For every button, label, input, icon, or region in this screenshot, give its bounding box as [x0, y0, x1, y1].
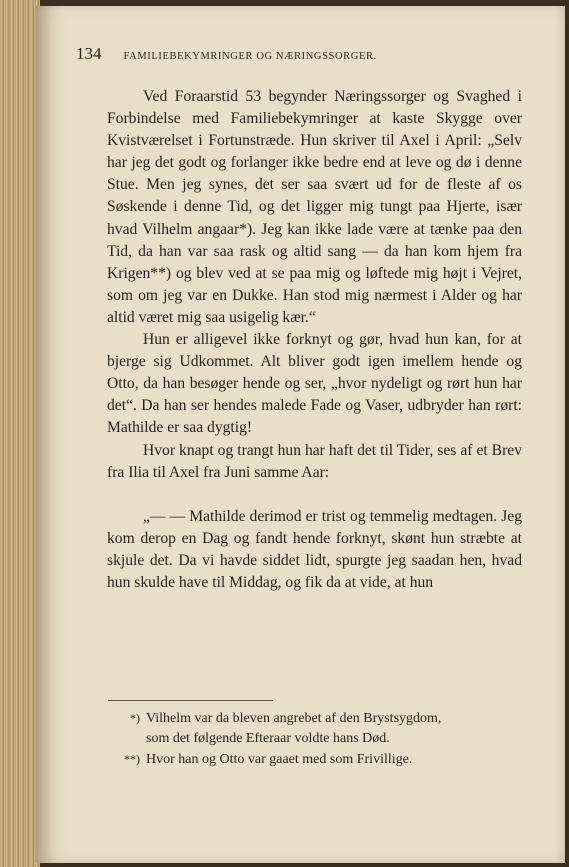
paragraph: Ved Foraarstid 53 begynder Næringssorger og Svaghed i Forbindelse med Familiebekymringer at kaste Skygge over Kvistværelset i Fortunstræde. Hun skriver til Axel i April: „Selv har jeg det godt og forlanger ikke bedre end at leve og dø i denne Stue. Men jeg synes, det ser saa svært ud for de fleste af os Søskende i denne Tid, og det ligger mig tungt paa Hjerte, især hvad Vilhelm angaar*). Jeg kan ikke lade være at tænke paa den Tid, da han var saa rask og altid sang — da han kom hjem fra Krigen**) og blev ved at se paa mig og løftede mig højt i Vejret, som om jeg var en Dukke. Han stod mig nærmest i Alder og har altid været mig saa usigelig kær.“ [107, 88, 522, 326]
footnote-rule [108, 700, 273, 701]
footnote-text: Vilhelm var da bleven angrebet af den Brystsygdom, [146, 711, 442, 726]
footnote-mark: *) [130, 711, 140, 725]
running-head: FAMILIEBEKYMRINGER OG NÆRINGSSORGER. [123, 51, 377, 62]
footnote [108, 749, 523, 770]
footnote-text: som det følgende Efteraar voldte hans Død. [146, 731, 390, 746]
footnote [108, 708, 523, 729]
body-text [107, 86, 522, 594]
page-header [76, 44, 506, 64]
page-number: 134 [76, 44, 102, 63]
footnote-continuation [108, 729, 523, 749]
page-edge [0, 0, 40, 867]
paragraph: Hvor knapt og trangt hun har haft det til Tider, ses af et Brev fra Ilia til Axel fra Juni samme Aar: [107, 441, 522, 481]
footnote-text: Hvor han og Otto var gaaet med som Frivillige. [146, 752, 413, 767]
footnote-mark: **) [124, 752, 140, 766]
paragraph: „— — Mathilde derimod er trist og temmelig medtagen. Jeg kom derop en Dag og fandt hende forknyt, skønt hun stræbte at skjule det. Da vi havde siddet lidt, spurgte jeg saadan hen, hvad hun skulde have til Middag, og fik da at vide, at hun [107, 507, 522, 591]
paragraph: Hun er alligevel ikke forknyt og gør, hvad hun kan, for at bjerge sig Udkommet. Alt bliver godt igen imellem hende og Otto, da han besøger hende og ser, „hvor nydeligt og rørt hun har det“. Da han ser hendes malede Fade og Vaser, udbryder han rørt: Mathilde er saa dygtig! [107, 331, 522, 437]
footnotes [108, 708, 523, 770]
